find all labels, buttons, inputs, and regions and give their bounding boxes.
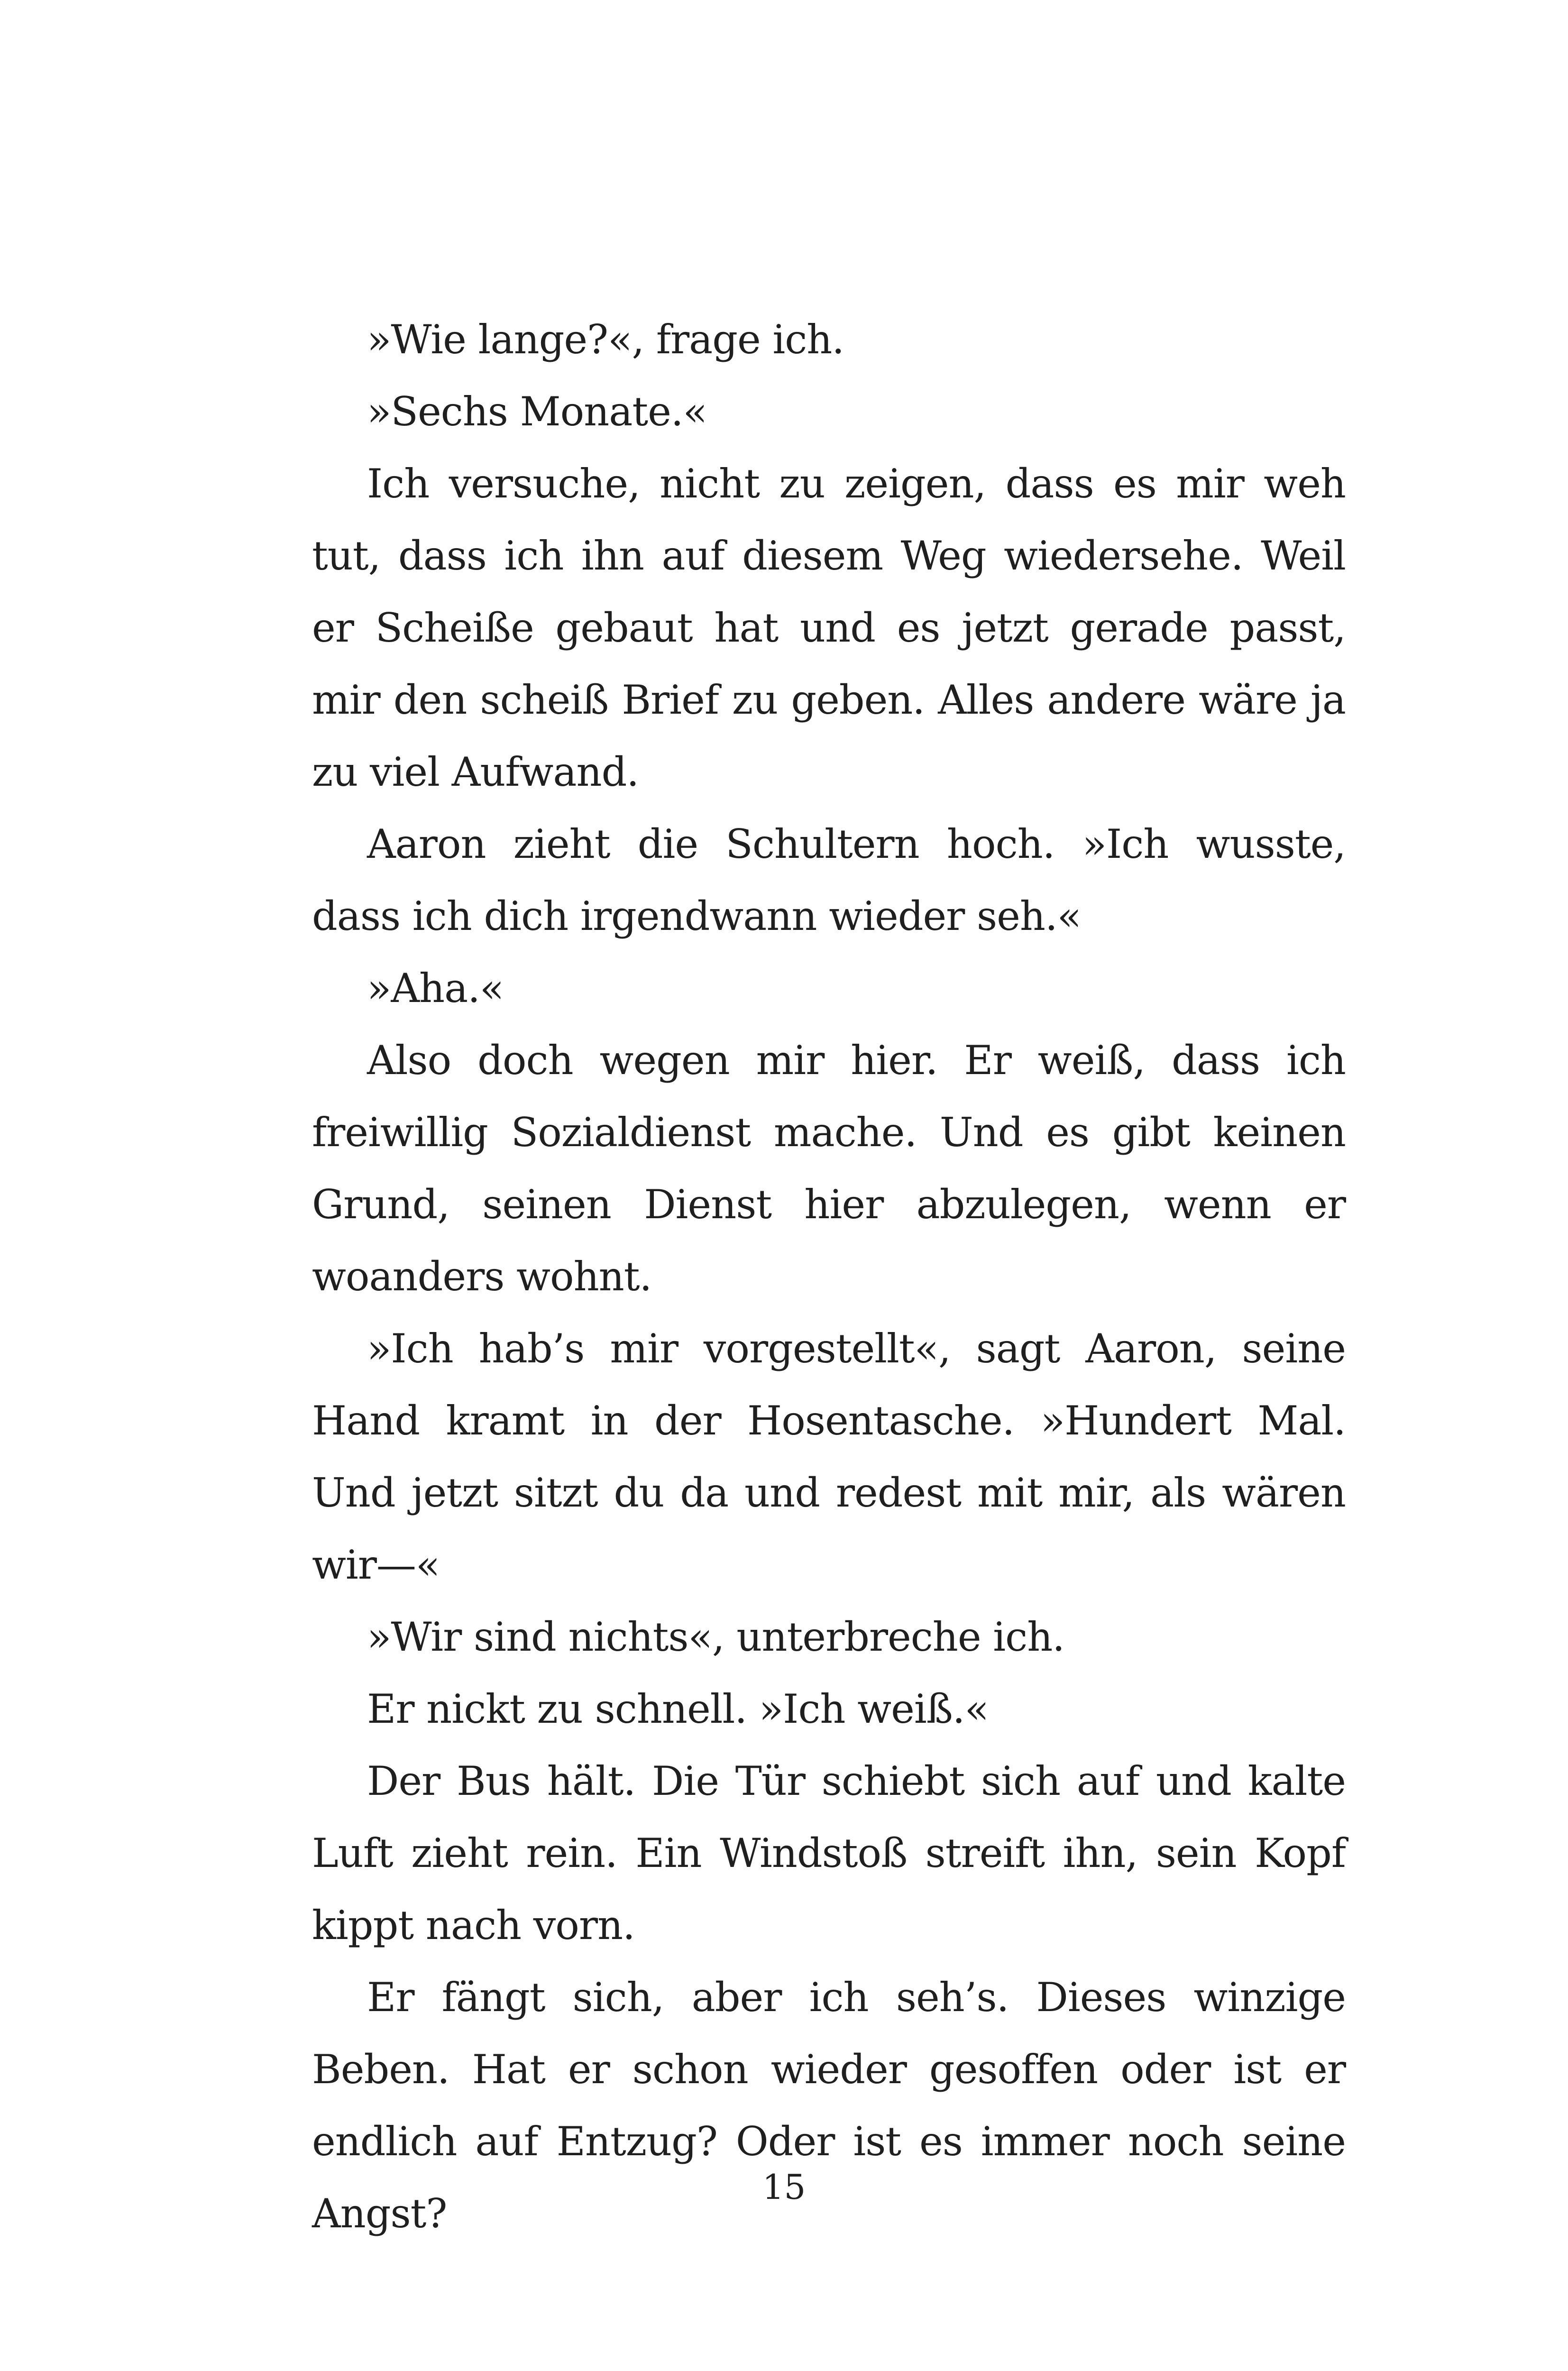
paragraph-2: »Sechs Monate.« — [367, 388, 707, 435]
paragraph-5: »Aha.« — [367, 965, 504, 1011]
body-text — [312, 303, 1346, 2250]
page-number: 15 — [762, 2167, 806, 2207]
paragraph-8: »Wir sind nichts«, unterbreche ich. — [367, 1614, 1065, 1660]
paragraph-6: Also doch wegen mir hier. Er weiß, dass ich freiwillig Sozialdienst mache. Und es gibt keinen Grund, seinen Dienst hier abzulegen, wenn er woanders wohnt. — [312, 1037, 1346, 1300]
paragraph-3: Ich versuche, nicht zu zeigen, dass es mir weh tut, dass ich ihn auf diesem Weg wiedersehe. Weil er Scheiße gebaut hat und es jetzt gerade passt, mir den scheiß Brief zu geben. Alles andere wäre ja zu viel Aufwand. — [312, 460, 1346, 795]
paragraph-7: »Ich hab’s mir vorgestellt«, sagt Aaron, seine Hand kramt in der Hosentasche. »Hundert Mal. Und jetzt sitzt du da und redest mit mir, als wären wir—« — [312, 1325, 1346, 1588]
paragraph-9: Er nickt zu schnell. »Ich weiß.« — [367, 1686, 989, 1732]
paragraph-11: Er fängt sich, aber ich seh’s. Dieses winzige Beben. Hat er schon wieder gesoffen oder ist er endlich auf Entzug? Oder ist es immer noch seine Angst? — [312, 1974, 1346, 2237]
paragraph-4: Aaron zieht die Schultern hoch. »Ich wusste, dass ich dich irgendwann wieder seh.« — [312, 821, 1346, 939]
paragraph-10: Der Bus hält. Die Tür schiebt sich auf und kalte Luft zieht rein. Ein Windstoß streift ihn, sein Kopf kippt nach vorn. — [312, 1758, 1346, 1948]
paragraph-1: »Wie lange?«, frage ich. — [367, 316, 844, 363]
